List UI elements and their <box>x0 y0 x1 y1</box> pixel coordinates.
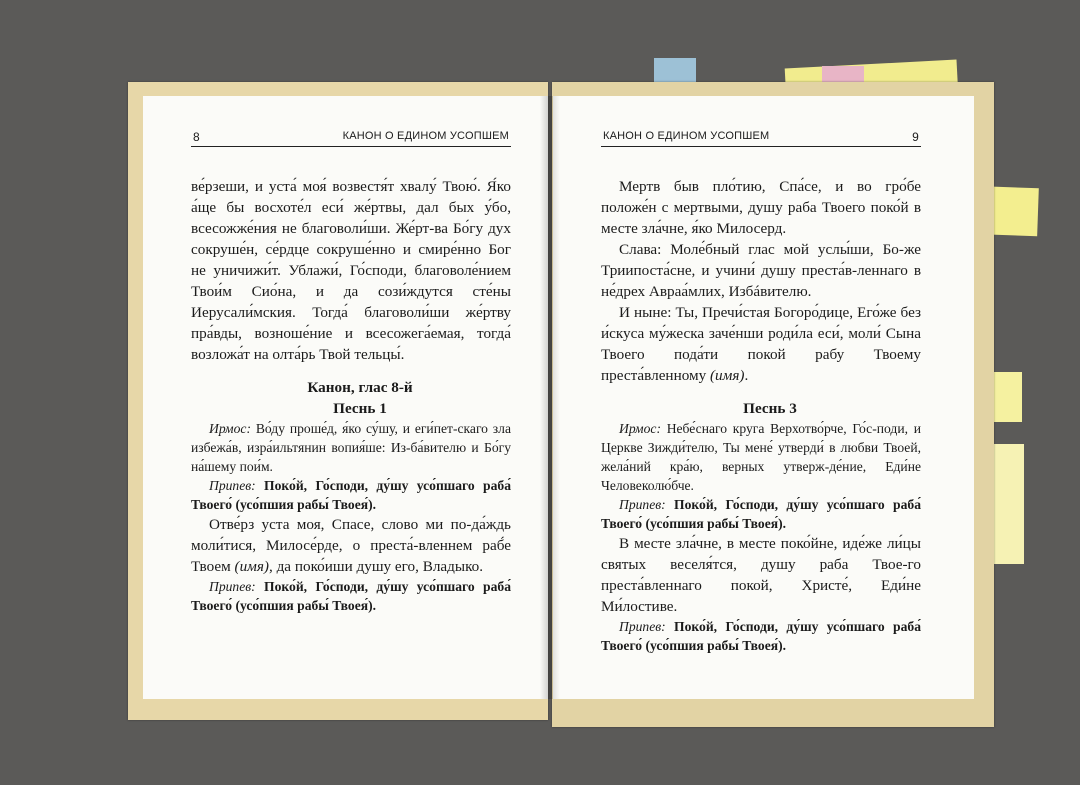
pripev-label-2: Припев: <box>619 619 666 634</box>
pripev-label: Припев: <box>209 478 256 493</box>
irmos-text: Небе́снаго круга Верхотво́рче, Го́с-поди, и Церкве Зижди́телю, Ты мене́ утверди́ в любви Твоей, жела́ний кра́ю, верных утверж-де́ние, Еди́не Человеколю́бче. <box>601 421 921 493</box>
name-mark: (имя) <box>710 367 745 384</box>
left-page <box>143 96 548 699</box>
troparion-after: , да поко́иши душу его, Владыко. <box>268 558 484 575</box>
left-page-header <box>191 130 511 147</box>
right-page-header <box>601 130 921 147</box>
troparion-paragraph: Мертв быв пло́тию, Спа́се, и во гро́бе положе́н с мертвыми, душу раба Твоего поко́й в месте зла́чне, я́ко Милосерд. <box>601 178 921 237</box>
pripev-paragraph <box>601 495 921 533</box>
running-title: КАНОН О ЕДИНОМ УСОПШЕМ <box>603 130 770 142</box>
pripev-text-2: Поко́й, Го́споди, ду́шу усо́пшаго раба́ Твоего́ (усо́пшия рабы́ Твоея́). <box>601 619 921 653</box>
irmos-label: Ирмос: <box>619 421 661 436</box>
running-title: КАНОН О ЕДИНОМ УСОПШЕМ <box>342 130 509 142</box>
name-mark: (имя) <box>234 558 269 575</box>
irmos-label: Ирмос: <box>209 421 251 436</box>
irmos-paragraph <box>601 419 921 495</box>
pripev-paragraph-2 <box>191 577 511 615</box>
pripev-label-2: Припев: <box>209 579 256 594</box>
right-page-body <box>601 176 921 655</box>
troparion-paragraph <box>191 514 511 577</box>
psalm-paragraph: ве́рзеши, и уста́ моя́ возвестя́т хвалу́ Твою́. Я́ко а́ще бы восхоте́л еси́ же́ртвы, дал бых у́бо, всесожже́ния не благоволи́ши. Же́рт-ва Бо́гу дух сокруше́н, се́рдце сокруше́нно и смире́нно Бог не уничижи́т. Ублажи́, Го́споди, благоволе́нием Твои́м Сио́на, и да сози́ждутся сте́ны Иерусали́мския. Тогда́ благоволи́ши же́ртву пра́вды, возноше́ние и всесожега́емая, тогда́ возложа́т на олта́рь Твой тельцы́. <box>191 178 511 363</box>
kanon-heading: Канон, глас 8-й <box>307 379 413 396</box>
page-number: 9 <box>912 130 919 144</box>
page-number: 8 <box>193 130 200 144</box>
troparion-paragraph-2: В месте зла́чне, в месте поко́йне, иде́же ли́цы святых веселя́тся, душу раба Твое-го преста́вленнаго покой, Христе́, Еди́не Ми́лостиве. <box>601 535 921 615</box>
troparion-before: Отве́рз уста моя, Спасе, слово ми по-да́ждь моли́тися, Милосе́рде, о преста́-вленнем раб́е Твоем <box>191 516 511 575</box>
pripev-text: Поко́й, Го́споди, ду́шу усо́пшаго раба́ Твоего́ (усо́пшия рабы́ Твоея́). <box>191 478 511 512</box>
i-nyne-paragraph: И ныне: Ты, Пречи́стая Богоро́дице, Его́же без и́скуса му́жеска заче́нши роди́ла еси́, моли́ Сына Твоего пода́ти покой рабу Твоему преста́вленному (имя). <box>601 304 921 384</box>
pripev-text-2: Поко́й, Го́споди, ду́шу усо́пшаго раба́ Твоего́ (усо́пшия рабы́ Твоея́). <box>191 579 511 613</box>
pripev-paragraph-2 <box>601 617 921 655</box>
i-nyne-text: И ныне: Ты, Пречи́стая Богоро́дице, Его́же без и́скуса му́жеска заче́нши роди́ла еси́, моли́ Сына Твоего пода́ти покой рабу Твоему преста́вленному <box>601 304 921 384</box>
pesn-heading: Песнь 3 <box>743 400 797 417</box>
irmos-paragraph <box>191 419 511 476</box>
irmos-text: Во́ду проше́д, я́ко су́шу, и еги́пет-скаго зла избежа́в, изра́ильтянин вопия́ше: Из-ба́вителю и Бо́гу на́шему пои́м. <box>191 421 511 474</box>
pesn-heading: Песнь 1 <box>333 400 387 417</box>
pripev-paragraph <box>191 476 511 514</box>
left-page-body <box>191 176 511 615</box>
pripev-text: Поко́й, Го́споди, ду́шу усо́пшаго раба́ Твоего́ (усо́пшия рабы́ Твоея́). <box>601 497 921 531</box>
slava-paragraph: Слава: Моле́бный глас мой услы́ши, Бо-же Триипоста́сне, и учини́ душу преста́в-леннаго в не́дрех Авраа́млих, Избáвителю. <box>601 241 921 300</box>
right-page <box>553 96 974 699</box>
pripev-label: Припев: <box>619 497 666 512</box>
book-gutter <box>540 96 560 699</box>
